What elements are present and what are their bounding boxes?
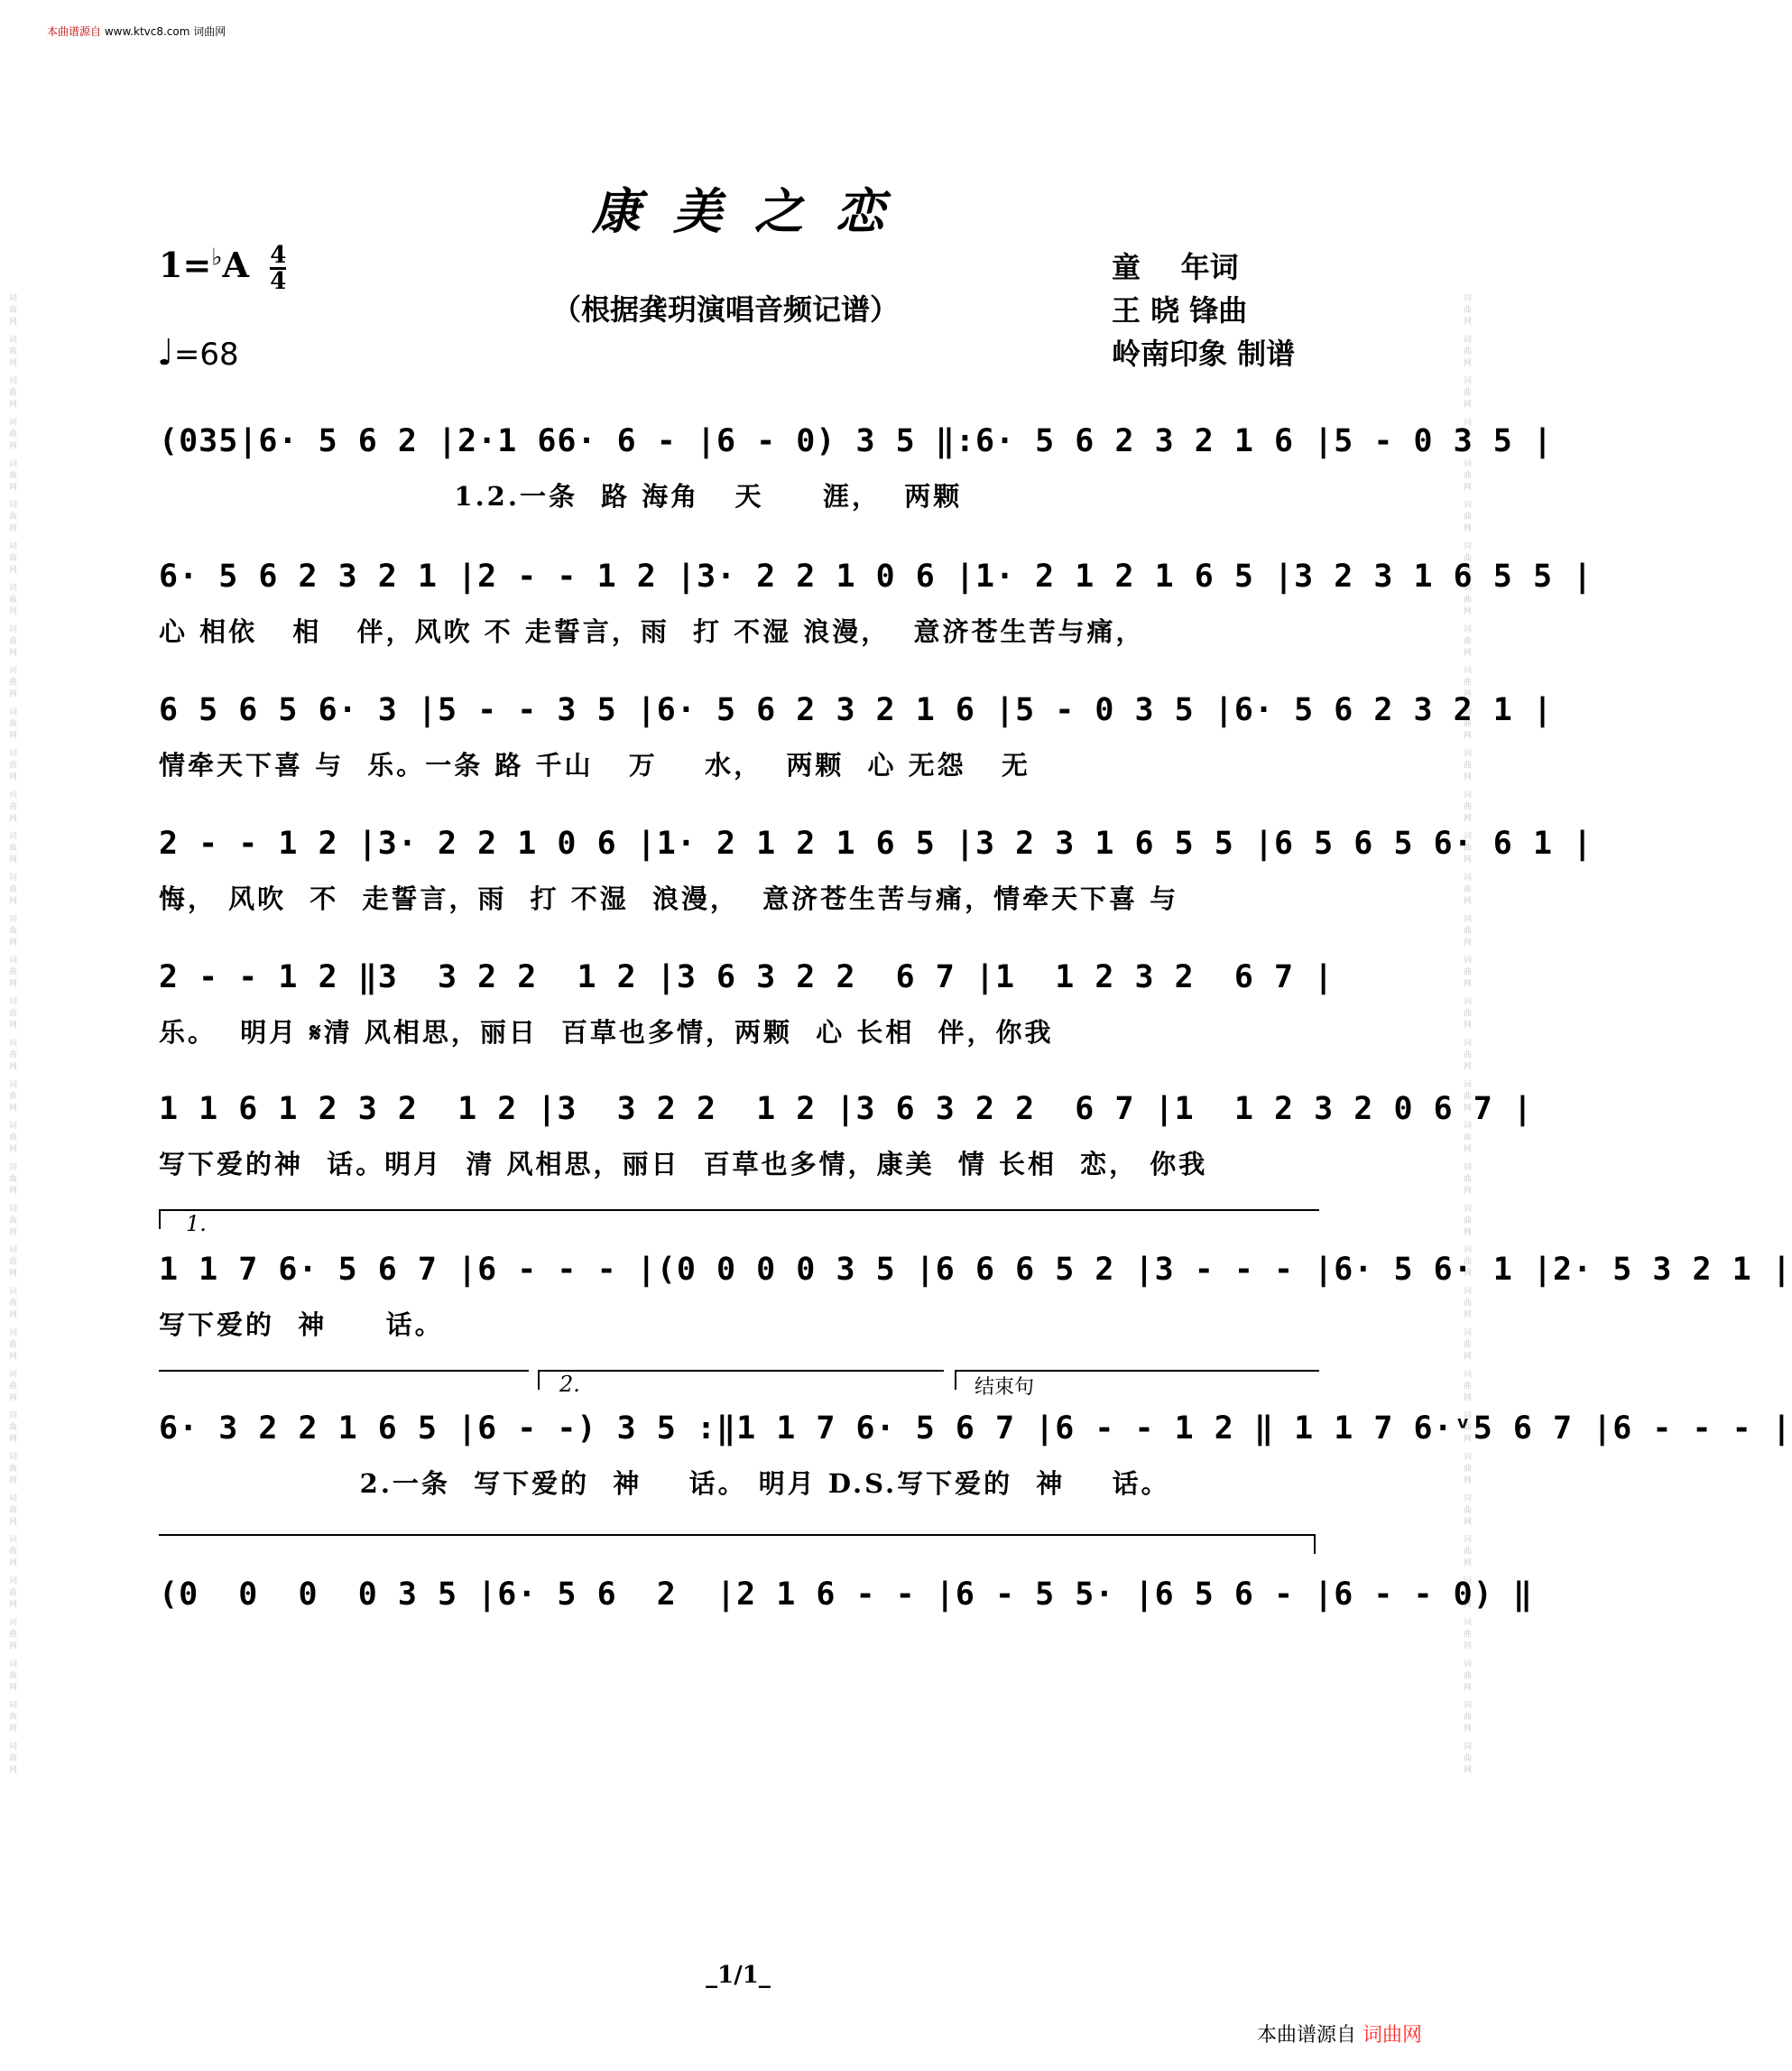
arranger: 岭南印象 制谱 (1112, 337, 1296, 371)
notation: 6 5 6 5 6· 3 |5 - - 3 5 |6· 5 6 2 3 2 1 6 |5 - 0 3 5 |6· 5 6 2 3 2 1 | (159, 692, 1554, 728)
time-signature (270, 244, 286, 293)
score-line-9 (159, 1574, 1533, 1691)
lyrics: 悔， 风吹 不 走誓言，雨 打 不湿 浪漫， 意济苍生苦与痛，情牵天下喜 与 (159, 883, 1179, 914)
score-line-3 (159, 689, 1554, 807)
notation: 6· 3 2 2 1 6 5 |6 - -) 3 5 :‖1 1 7 6· 5 6 7 |6 - - 1 2 ‖ 1 1 7 6·ᵛ5 6 7 |6 - - - | (159, 1410, 1792, 1447)
composer: 王 晓 锋曲 (1112, 293, 1248, 328)
top-source-watermark (47, 23, 226, 39)
top-source-label: 本曲谱源自 (47, 25, 102, 38)
tempo-value: =68 (173, 337, 239, 373)
top-source-url[interactable]: www.ktvc8.com (104, 25, 190, 38)
volta-2-label: 2. (559, 1372, 580, 1397)
volta-2-tick (538, 1370, 540, 1390)
time-top: 4 (270, 242, 287, 269)
song-title: 康美之恋 (592, 182, 917, 240)
time-bottom: 4 (270, 268, 287, 295)
key-signature (159, 244, 286, 293)
coda-tick (955, 1370, 956, 1390)
volta-1-tick (159, 1209, 161, 1229)
score-line-1 (159, 421, 1554, 538)
notation: 6· 5 6 2 3 2 1 |2 - - 1 2 |3· 2 2 1 0 6 |1· 2 1 2 1 6 5 |3 2 3 1 6 5 5 | (159, 559, 1593, 595)
notation: 2 - - 1 2 ‖3 3 2 2 1 2 |3 6 3 2 2 6 7 |1 1 2 3 2 6 7 | (159, 959, 1335, 995)
subtitle: （根据龚玥演唱音频记谱） (552, 292, 900, 327)
bottom-source-site[interactable]: 词曲网 (1362, 2024, 1422, 2047)
lyrics: 乐。 明月 𝄋清 风相思，丽日 百草也多情，两颗 心 长相 伴，你我 (159, 1017, 1054, 1048)
lyrics: 写下爱的 神 话。 (159, 1309, 444, 1340)
score-line-2 (159, 556, 1593, 673)
notation: 2 - - 1 2 |3· 2 2 1 0 6 |1· 2 1 2 1 6 5 |3 2 3 1 6 5 5 |6 5 6 5 6· 6 1 | (159, 826, 1593, 862)
flat-icon: ♭ (211, 244, 223, 272)
volta-1-label: 1. (186, 1211, 207, 1236)
score-line-7 (159, 1249, 1792, 1366)
notation: (035|6· 5 6 2 |2·1 66· 6 - |6 - 0) 3 5 ‖:6· 5 6 2 3 2 1 6 |5 - 0 3 5 | (159, 423, 1554, 459)
score-line-6 (159, 1088, 1533, 1206)
notation: 1 1 6 1 2 3 2 1 2 |3 3 2 2 1 2 |3 6 3 2 2 6 7 |1 1 2 3 2 0 6 7 | (159, 1091, 1533, 1127)
side-watermark-left: 词曲网 词曲网 词曲网 词曲网 词曲网 词曲网 词曲网 词曲网 词曲网 词曲网 词曲网 词曲网 词曲网 词曲网 词曲网 词曲网 词曲网 词曲网 词曲网 词曲网 词曲网 词曲网 词曲网 词曲网 词曲网 词曲网 词曲网 词曲网 词曲网 词曲网 词曲网 词曲网 词曲网 词曲网 词曲网 词曲网 (7, 293, 16, 1778)
notation: 1 1 7 6· 5 6 7 |6 - - - |(0 0 0 0 3 5 |6 6 6 5 2 |3 - - - |6· 5 6· 1 |2· 5 3 2 1 | (159, 1252, 1792, 1288)
side-watermark-right: 词曲网 词曲网 词曲网 词曲网 词曲网 词曲网 词曲网 词曲网 词曲网 词曲网 词曲网 词曲网 词曲网 词曲网 词曲网 词曲网 词曲网 词曲网 词曲网 词曲网 词曲网 词曲网 词曲网 词曲网 词曲网 词曲网 词曲网 词曲网 词曲网 词曲网 词曲网 词曲网 词曲网 词曲网 词曲网 词曲网 (1462, 293, 1471, 1778)
score-line-4 (159, 823, 1593, 940)
lyrics: 1.2.一条 路 海角 天 涯， 两颗 (159, 481, 963, 512)
volta-2-bracket (538, 1370, 944, 1372)
lyrics: 心 相依 相 伴，风吹 不 走誓言，雨 打 不湿 浪漫， 意济苍生苦与痛， (159, 616, 1145, 647)
key-note: A (222, 245, 250, 285)
score-line-8 (159, 1408, 1792, 1525)
coda-label: 结束句 (975, 1376, 1035, 1399)
bottom-source-label: 本曲谱源自 (1256, 2024, 1356, 2047)
volta-1-continuation (159, 1370, 529, 1372)
score-line-5 (159, 957, 1335, 1074)
tempo-marking (157, 332, 239, 374)
notation: (0 0 0 0 3 5 |6· 5 6 2 |2 1 6 - - |6 - 5 5· |6 5 6 - |6 - - 0) ‖ (159, 1576, 1533, 1613)
top-source-site: 词曲网 (193, 25, 226, 38)
page-number: _1/1_ (706, 1962, 771, 1989)
outro-tick (1314, 1534, 1316, 1554)
key-prefix: 1= (159, 245, 212, 285)
lyrics: 情牵天下喜 与 乐。一条 路 千山 万 水， 两颗 心 无怨 无 (159, 750, 1030, 781)
quarter-note-icon: ♩ (157, 332, 174, 374)
lyrics: 写下爱的神 话。明月 清 风相思，丽日 百草也多情，康美 情 长相 恋， 你我 (159, 1149, 1208, 1179)
lyrics: 2.一条 写下爱的 神 话。 明月 D.S.写下爱的 神 话。 (159, 1468, 1170, 1499)
bottom-source-watermark (1257, 2020, 1422, 2048)
credits (1112, 245, 1295, 375)
outro-bracket (159, 1534, 1314, 1536)
lyricist: 童 年词 (1112, 250, 1239, 284)
volta-1-bracket (159, 1209, 1319, 1211)
